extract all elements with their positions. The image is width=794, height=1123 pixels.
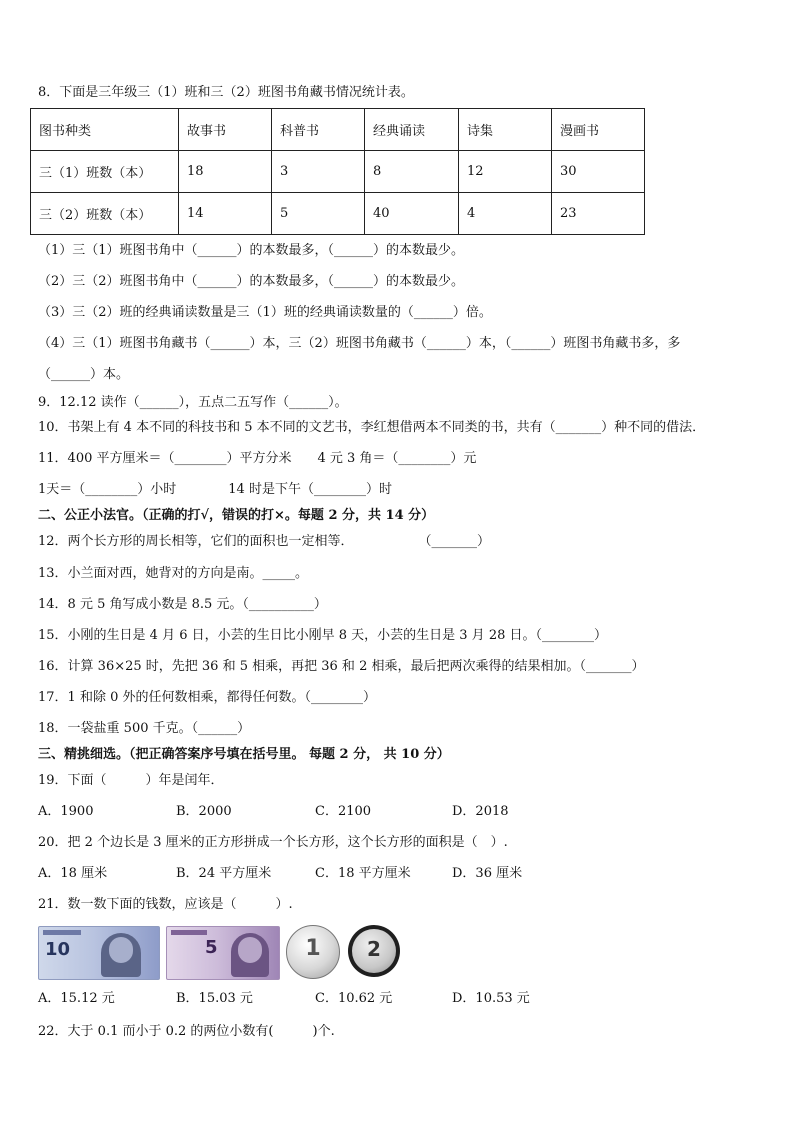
- header-cell: 漫画书: [552, 109, 645, 151]
- q21-stem: 21．数一数下面的钱数，应该是（ ）.: [38, 897, 293, 912]
- q21-option-b: B．15.03 元: [176, 991, 253, 1006]
- table-cell: 3: [272, 151, 365, 193]
- header-cell: 诗集: [459, 109, 552, 151]
- section-3-heading: 三、精挑细选。（把正确答案序号填在括号里。 每题 2 分， 共 10 分）: [38, 747, 450, 762]
- q22: 22．大于 0.1 而小于 0.2 的两位小数有( )个.: [38, 1024, 335, 1039]
- table-header-row: [31, 109, 645, 151]
- q9: 9．12.12 读作（______），五点二五写作（______）。: [38, 395, 348, 410]
- table-cell: 4: [459, 193, 552, 235]
- table-cell: 8: [365, 151, 459, 193]
- ten-yuan-banknote: [38, 926, 160, 980]
- q21-option-a: A．15.12 元: [38, 991, 115, 1006]
- q19-option-d: D．2018: [452, 804, 509, 819]
- book-statistics-table: [30, 108, 645, 235]
- q21-option-c: C．10.62 元: [315, 991, 393, 1006]
- banknote-value: 10: [45, 939, 71, 960]
- table-cell: 23: [552, 193, 645, 235]
- coin-value: 1: [305, 936, 321, 961]
- q19-stem: 19．下面（ ）年是闰年．: [38, 773, 224, 788]
- header-cell: 科普书: [272, 109, 365, 151]
- q19-option-b: B．2000: [176, 804, 232, 819]
- five-yuan-banknote: [166, 926, 280, 980]
- q20-option-d: D．36 厘米: [452, 866, 523, 881]
- header-cell: 经典诵读: [365, 109, 459, 151]
- q20-option-b: B．24 平方厘米: [176, 866, 272, 881]
- table-cell: 30: [552, 151, 645, 193]
- q16: 16．计算 36×25 时，先把 36 和 5 相乘，再把 36 和 2 相乘，最后把两次乘得的结果相加。（_______）: [38, 659, 645, 674]
- two-fen-coin: [348, 925, 400, 977]
- q19-option-a: A．1900: [38, 804, 94, 819]
- table-row: [31, 151, 645, 193]
- q8-sub4-line2: （______）本。: [38, 367, 130, 382]
- table-cell: 40: [365, 193, 459, 235]
- q11-line2: 1天＝（________）小时 14 时是下午（________）时: [38, 482, 392, 497]
- q20-stem: 20．把 2 个边长是 3 厘米的正方形拼成一个长方形，这个长方形的面积是（ ）.: [38, 835, 508, 850]
- q13: 13．小兰面对西，她背对的方向是南。_____。: [38, 566, 309, 581]
- one-jiao-coin: [286, 925, 340, 979]
- q8-sub3: （3）三（2）班的经典诵读数量是三（1）班的经典诵读数量的（______）倍。: [38, 305, 492, 320]
- q12: 12．两个长方形的周长相等，它们的面积也一定相等． （_______）: [38, 534, 491, 549]
- q15: 15．小刚的生日是 4 月 6 日，小芸的生日比小刚早 8 天，小芸的生日是 3 月 28 日。（________）: [38, 628, 607, 643]
- q10: 10．书架上有 4 本不同的科技书和 5 本不同的文艺书，李红想借两本不同类的书，共有（_______）种不同的借法．: [38, 420, 706, 435]
- table-cell: 5: [272, 193, 365, 235]
- table-row: [31, 193, 645, 235]
- coin-value: 2: [367, 937, 381, 961]
- row-label: 三（2）班数（本）: [31, 193, 179, 235]
- banknote-value: 5: [205, 937, 218, 958]
- q20-option-c: C．18 平方厘米: [315, 866, 411, 881]
- q20-option-a: A．18 厘米: [38, 866, 108, 881]
- header-cell: 图书种类: [31, 109, 179, 151]
- q8-sub2: （2）三（2）班图书角中（______）的本数最多，（______）的本数最少。: [38, 274, 465, 289]
- header-cell: 故事书: [179, 109, 272, 151]
- row-label: 三（1）班数（本）: [31, 151, 179, 193]
- q17: 17．1 和除 0 外的任何数相乘，都得任何数。（________）: [38, 690, 376, 705]
- table-cell: 12: [459, 151, 552, 193]
- q11-line1: 11．400 平方厘米＝（________）平方分米 4 元 3 角＝（________）元: [38, 451, 477, 466]
- q8-title: 8．下面是三年级三（1）班和三（2）班图书角藏书情况统计表。: [38, 85, 414, 100]
- table-cell: 14: [179, 193, 272, 235]
- q19-option-c: C．2100: [315, 804, 372, 819]
- section-2-heading: 二、公正小法官。（正确的打√，错误的打×。每题 2 分，共 14 分）: [38, 508, 435, 523]
- table-cell: 18: [179, 151, 272, 193]
- q8-sub4-line1: （4）三（1）班图书角藏书（______）本，三（2）班图书角藏书（______）本，（______）班图书角藏书多，多: [38, 336, 681, 351]
- q14: 14．8 元 5 角写成小数是 8.5 元。（__________）: [38, 597, 327, 612]
- q8-sub1: （1）三（1）班图书角中（______）的本数最多，（______）的本数最少。: [38, 243, 465, 258]
- q18: 18．一袋盐重 500 千克。（______）: [38, 721, 251, 736]
- q21-option-d: D．10.53 元: [452, 991, 530, 1006]
